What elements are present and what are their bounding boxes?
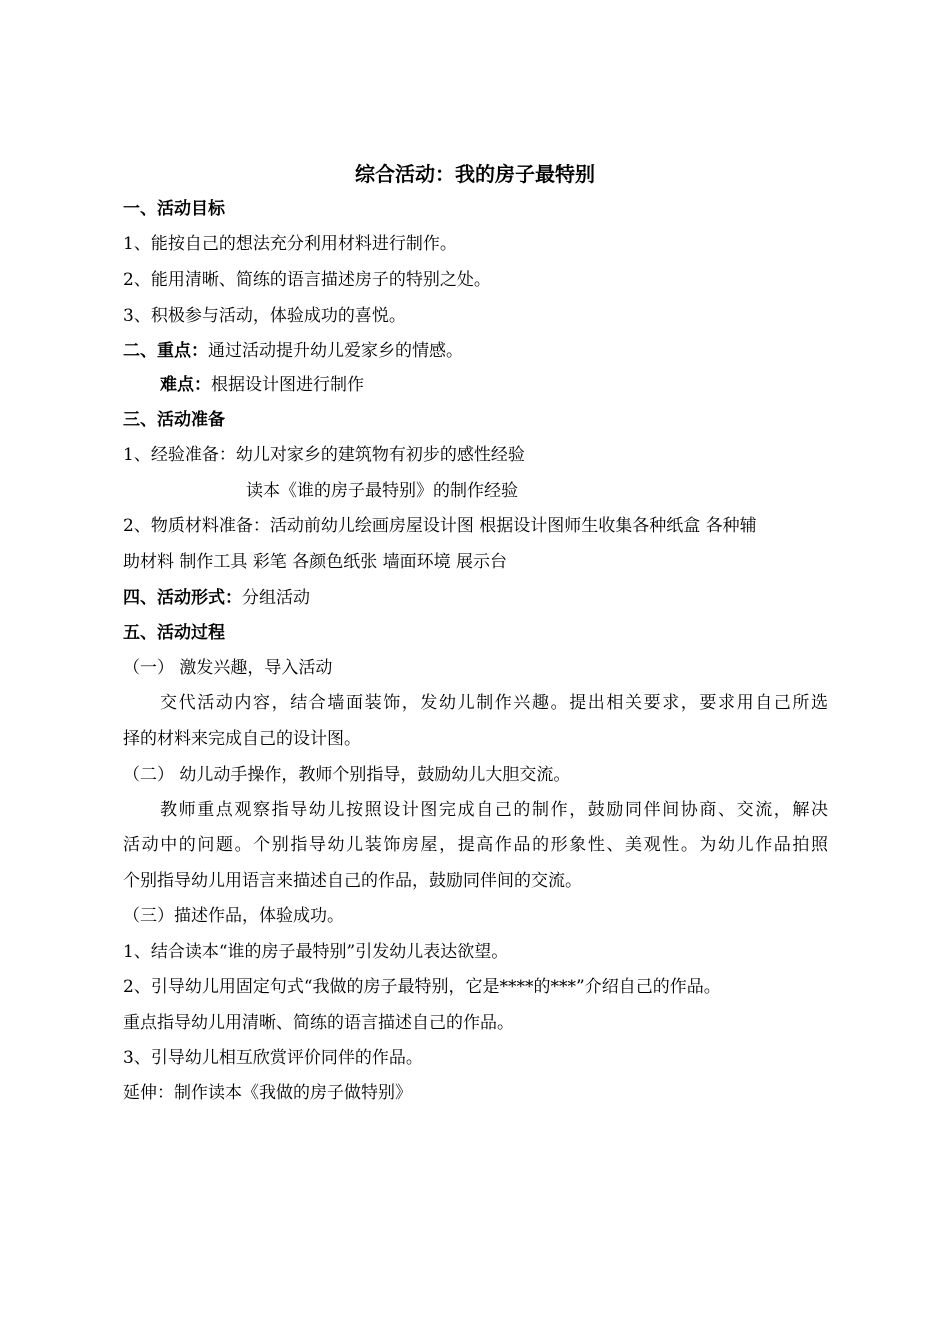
step2-line2: 活动中的问题。个别指导幼儿装饰房屋，提高作品的形象性、美观性。为幼儿作品拍照 — [123, 835, 828, 855]
step3-item2: 2、引导幼儿用固定句式“我做的房子最特别，它是****的***”介绍自己的作品。 — [123, 977, 721, 997]
section1-item-2: 2、能用清晰、简练的语言描述房子的特别之处。 — [123, 270, 491, 290]
step3-note: 重点指导幼儿用清晰、简练的语言描述自己的作品。 — [123, 1013, 514, 1033]
extension-line: 延伸：制作读本《我做的房子做特别》 — [123, 1083, 412, 1103]
section5-heading: 五、活动过程 — [123, 623, 225, 643]
section4-heading: 四、活动形式： — [123, 588, 242, 608]
step3-item3: 3、引导幼儿相互欣赏评价同伴的作品。 — [123, 1048, 423, 1068]
document-title: 综合活动：我的房子最特别 — [355, 162, 595, 186]
step2-title: （二） 幼儿动手操作，教师个别指导，鼓励幼儿大胆交流。 — [123, 765, 571, 785]
step2-line1: 教师重点观察指导幼儿按照设计图完成自己的制作，鼓励同伴间协商、交流，解决 — [160, 800, 828, 820]
step1-line2: 择的材料来完成自己的设计图。 — [123, 729, 361, 749]
step1-line1: 交代活动内容，结合墙面装饰，发幼儿制作兴趣。提出相关要求，要求用自己所选 — [160, 693, 828, 713]
section4-line — [123, 587, 833, 609]
section2-focus: 通过活动提升幼儿爱家乡的情感。 — [208, 341, 463, 361]
section3-item1-text: 幼儿对家乡的建筑物有初步的感性经验 — [235, 445, 525, 465]
step3-item1: 1、结合读本“谁的房子最特别”引发幼儿表达欲望。 — [123, 942, 509, 962]
section2-heading: 二、重点： — [123, 341, 208, 361]
section1-heading: 一、活动目标 — [123, 199, 225, 219]
step1-title: （一） 激发兴趣，导入活动 — [123, 658, 333, 678]
section3-item1-text2: 读本《谁的房子最特别》的制作经验 — [246, 481, 518, 501]
section3-item1 — [123, 444, 833, 466]
section3-item1-label: 1、经验准备： — [123, 445, 236, 465]
section3-item2-line1: 2、物质材料准备：活动前幼儿绘画房屋设计图 根据设计图师生收集各种纸盒 各种辅 — [123, 516, 757, 536]
section3-item2-line2: 助材料 制作工具 彩笔 各颜色纸张 墙面环境 展示台 — [123, 552, 508, 572]
step2-line3: 个别指导幼儿用语言来描述自己的作品，鼓励同伴间的交流。 — [123, 871, 582, 891]
section3-heading: 三、活动准备 — [123, 410, 225, 430]
section1-item-1: 1、能按自己的想法充分利用材料进行制作。 — [123, 234, 457, 254]
section2-difficulty-label: 难点： — [160, 375, 211, 395]
section2-difficulty-line — [160, 374, 870, 396]
section2-focus-line — [123, 340, 833, 362]
section4-text: 分组活动 — [242, 588, 310, 608]
section1-item-3: 3、积极参与活动，体验成功的喜悦。 — [123, 306, 406, 326]
section2-difficulty: 根据设计图进行制作 — [211, 375, 364, 395]
step3-title: （三）描述作品，体验成功。 — [123, 906, 344, 926]
